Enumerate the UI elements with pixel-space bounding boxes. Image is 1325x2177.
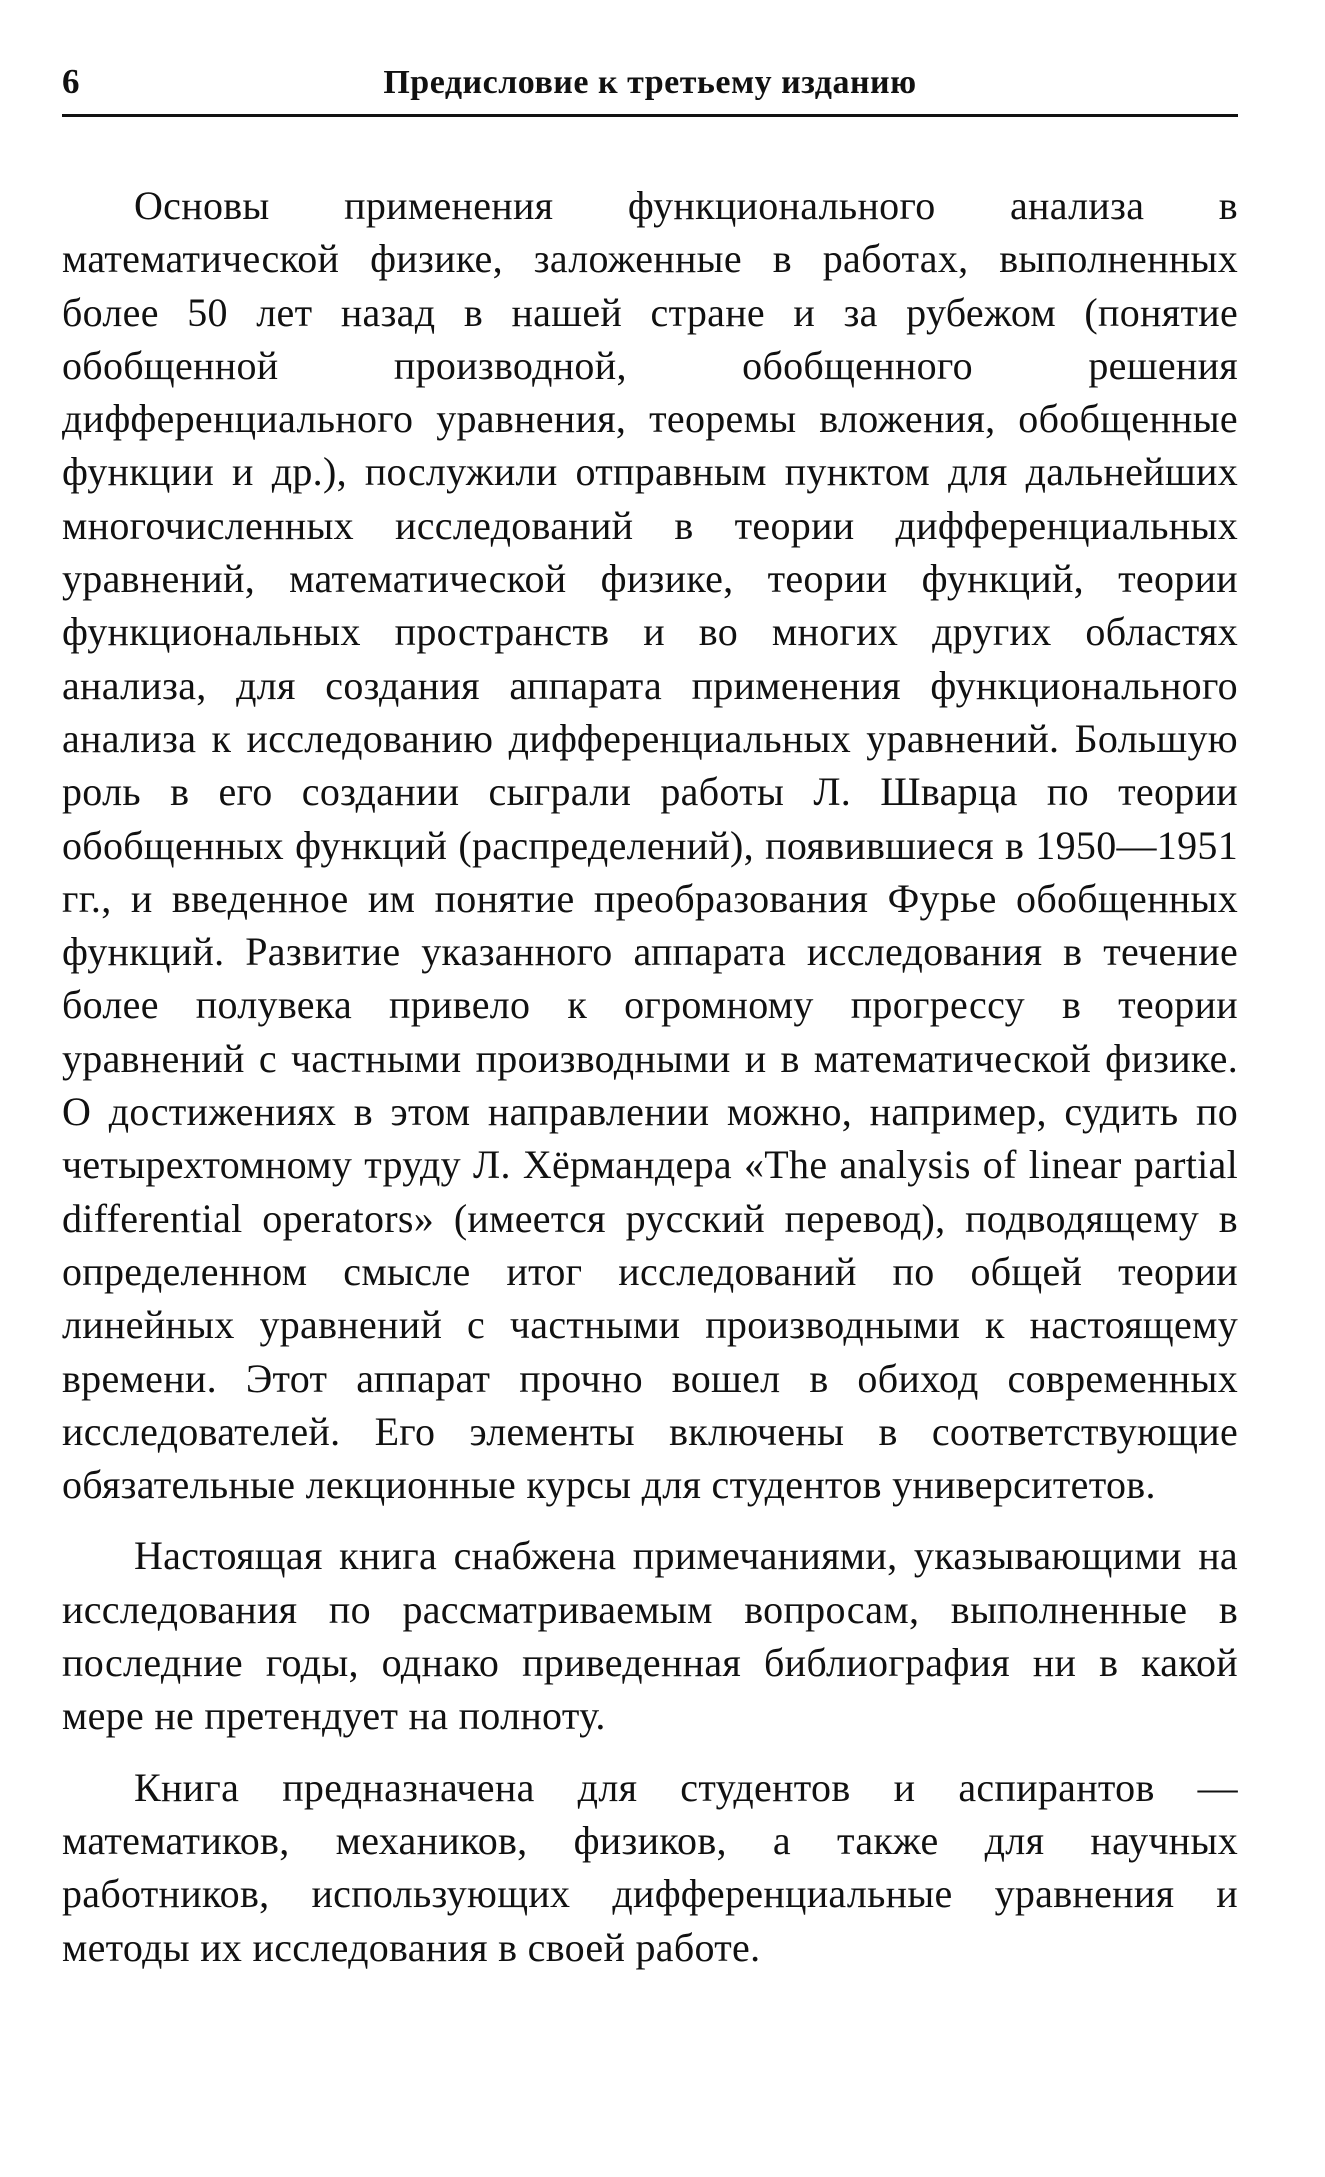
body-text (62, 179, 1238, 1974)
running-title: Предисловие к третьему изданию (383, 64, 917, 101)
paragraph-3: Книга предназначена для студентов и аспирантов — математиков, механиков, физиков, а также для научных работников, использующих дифференциальные уравнения и методы их исследования в своей работе. (62, 1764, 1238, 1970)
paragraph-2: Настоящая книга снабжена примечаниями, указывающими на исследования по рассматриваемым вопросам, выполненные в последние годы, однако приведенная библиография ни в какой мере не претендует на полноту. (62, 1533, 1238, 1739)
page-number: 6 (62, 62, 80, 101)
page-header (62, 58, 1238, 117)
book-page (62, 58, 1238, 2138)
paragraph-1: Основы применения функционального анализа в математической физике, заложенные в работах, выполненных более 50 лет назад в нашей стране и за рубежом (понятие обобщенной производной, обобщенного решения дифференциального уравнения, теоремы вложения, обобщенные функции и др.), послужили отправным пунктом для дальнейших многочисленных исследований в теории дифференциальных уравнений, математической физике, теории функций, теории функциональных пространств и во многих других областях анализа, для создания аппарата применения функционального анализа к исследованию дифференциальных уравнений. Большую роль в его создании сыграли работы Л. Шварца по теории обобщенных функций (распределений), появившиеся в 1950—1951 гг., и введенное им понятие преобразования Фурье обобщенных функций. Развитие указанного аппарата исследования в течение более полувека привело к огромному прогрессу в теории уравнений с частными производными и в математической физике. О достижениях в этом направлении можно, например, судить по четырехтомному труду Л. Хёрмандера «The analysis of linear partial differential operators» (имеется русский перевод), подводящему в определенном смысле итог исследований по общей теории линейных уравнений с частными производными к настоящему времени. Этот аппарат прочно вошел в обиход современных исследователей. Его элементы включены в соответствующие обязательные лекционные курсы для студентов университетов. (62, 183, 1238, 1508)
